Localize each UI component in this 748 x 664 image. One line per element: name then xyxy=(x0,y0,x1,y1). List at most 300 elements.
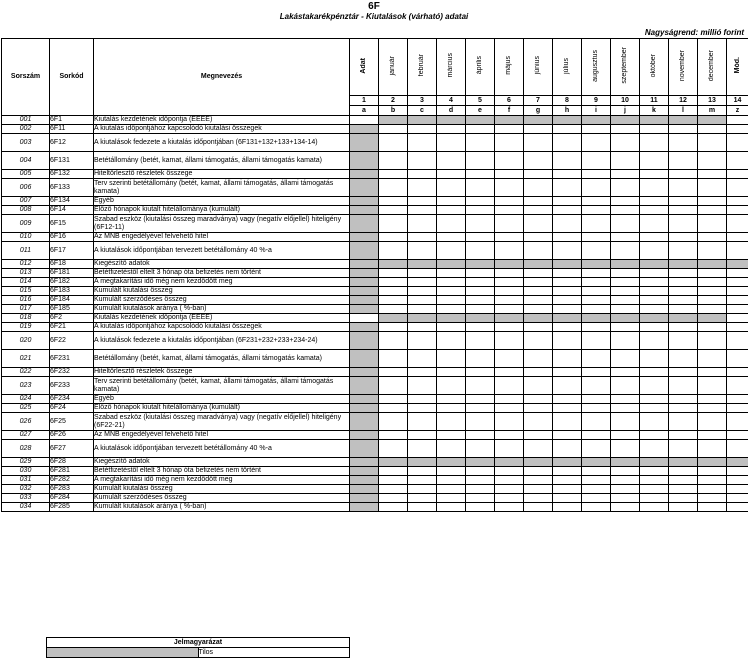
input-cell[interactable] xyxy=(582,278,611,287)
input-cell[interactable] xyxy=(727,233,748,242)
input-cell[interactable] xyxy=(408,152,437,170)
input-cell[interactable] xyxy=(437,305,466,314)
input-cell[interactable] xyxy=(727,503,748,512)
input-cell[interactable] xyxy=(553,467,582,476)
input-cell[interactable] xyxy=(553,170,582,179)
input-cell[interactable] xyxy=(524,323,553,332)
input-cell[interactable] xyxy=(408,485,437,494)
input-cell[interactable] xyxy=(466,467,495,476)
input-cell[interactable] xyxy=(466,476,495,485)
input-cell[interactable] xyxy=(524,404,553,413)
input-cell[interactable] xyxy=(727,215,748,233)
input-cell[interactable] xyxy=(698,287,727,296)
input-cell[interactable] xyxy=(524,206,553,215)
input-cell[interactable] xyxy=(669,242,698,260)
input-cell[interactable] xyxy=(408,503,437,512)
input-cell[interactable] xyxy=(669,278,698,287)
input-cell[interactable] xyxy=(524,197,553,206)
input-cell[interactable] xyxy=(495,206,524,215)
input-cell[interactable] xyxy=(524,494,553,503)
input-cell[interactable] xyxy=(379,278,408,287)
input-cell[interactable] xyxy=(727,404,748,413)
input-cell[interactable] xyxy=(698,323,727,332)
input-cell[interactable] xyxy=(437,350,466,368)
input-cell[interactable] xyxy=(611,431,640,440)
input-cell[interactable] xyxy=(379,494,408,503)
input-cell[interactable] xyxy=(611,125,640,134)
input-cell[interactable] xyxy=(408,197,437,206)
input-cell[interactable] xyxy=(640,395,669,404)
input-cell[interactable] xyxy=(698,476,727,485)
input-cell[interactable] xyxy=(698,125,727,134)
input-cell[interactable] xyxy=(611,350,640,368)
input-cell[interactable] xyxy=(669,323,698,332)
input-cell[interactable] xyxy=(582,494,611,503)
input-cell[interactable] xyxy=(698,440,727,458)
input-cell[interactable] xyxy=(437,485,466,494)
input-cell[interactable] xyxy=(408,125,437,134)
input-cell[interactable] xyxy=(698,152,727,170)
input-cell[interactable] xyxy=(727,134,748,152)
input-cell[interactable] xyxy=(437,278,466,287)
input-cell[interactable] xyxy=(611,233,640,242)
input-cell[interactable] xyxy=(495,431,524,440)
input-cell[interactable] xyxy=(611,179,640,197)
input-cell[interactable] xyxy=(582,269,611,278)
input-cell[interactable] xyxy=(582,323,611,332)
input-cell[interactable] xyxy=(669,332,698,350)
input-cell[interactable] xyxy=(495,332,524,350)
input-cell[interactable] xyxy=(582,485,611,494)
input-cell[interactable] xyxy=(495,305,524,314)
input-cell[interactable] xyxy=(408,206,437,215)
input-cell[interactable] xyxy=(669,350,698,368)
input-cell[interactable] xyxy=(669,404,698,413)
input-cell[interactable] xyxy=(437,467,466,476)
input-cell[interactable] xyxy=(408,413,437,431)
input-cell[interactable] xyxy=(669,485,698,494)
input-cell[interactable] xyxy=(698,494,727,503)
input-cell[interactable] xyxy=(408,233,437,242)
input-cell[interactable] xyxy=(437,179,466,197)
input-cell[interactable] xyxy=(669,152,698,170)
input-cell[interactable] xyxy=(640,179,669,197)
input-cell[interactable] xyxy=(524,305,553,314)
input-cell[interactable] xyxy=(669,395,698,404)
input-cell[interactable] xyxy=(727,350,748,368)
input-cell[interactable] xyxy=(437,413,466,431)
input-cell[interactable] xyxy=(437,323,466,332)
input-cell[interactable] xyxy=(524,503,553,512)
input-cell[interactable] xyxy=(437,233,466,242)
input-cell[interactable] xyxy=(379,287,408,296)
input-cell[interactable] xyxy=(466,152,495,170)
input-cell[interactable] xyxy=(408,242,437,260)
input-cell[interactable] xyxy=(379,296,408,305)
input-cell[interactable] xyxy=(466,323,495,332)
input-cell[interactable] xyxy=(408,269,437,278)
input-cell[interactable] xyxy=(553,323,582,332)
input-cell[interactable] xyxy=(553,233,582,242)
input-cell[interactable] xyxy=(727,116,748,125)
input-cell[interactable] xyxy=(669,215,698,233)
input-cell[interactable] xyxy=(437,206,466,215)
input-cell[interactable] xyxy=(698,395,727,404)
input-cell[interactable] xyxy=(640,269,669,278)
input-cell[interactable] xyxy=(466,395,495,404)
input-cell[interactable] xyxy=(611,332,640,350)
input-cell[interactable] xyxy=(698,332,727,350)
input-cell[interactable] xyxy=(611,395,640,404)
input-cell[interactable] xyxy=(698,296,727,305)
input-cell[interactable] xyxy=(582,377,611,395)
input-cell[interactable] xyxy=(640,485,669,494)
input-cell[interactable] xyxy=(553,413,582,431)
input-cell[interactable] xyxy=(727,278,748,287)
input-cell[interactable] xyxy=(379,323,408,332)
input-cell[interactable] xyxy=(437,197,466,206)
input-cell[interactable] xyxy=(408,377,437,395)
input-cell[interactable] xyxy=(698,368,727,377)
input-cell[interactable] xyxy=(553,215,582,233)
input-cell[interactable] xyxy=(640,323,669,332)
input-cell[interactable] xyxy=(698,467,727,476)
input-cell[interactable] xyxy=(466,332,495,350)
input-cell[interactable] xyxy=(466,494,495,503)
input-cell[interactable] xyxy=(553,242,582,260)
input-cell[interactable] xyxy=(495,368,524,377)
input-cell[interactable] xyxy=(495,440,524,458)
input-cell[interactable] xyxy=(437,503,466,512)
input-cell[interactable] xyxy=(611,413,640,431)
input-cell[interactable] xyxy=(640,377,669,395)
input-cell[interactable] xyxy=(408,440,437,458)
input-cell[interactable] xyxy=(727,494,748,503)
input-cell[interactable] xyxy=(408,170,437,179)
input-cell[interactable] xyxy=(698,242,727,260)
input-cell[interactable] xyxy=(698,206,727,215)
input-cell[interactable] xyxy=(669,206,698,215)
input-cell[interactable] xyxy=(640,476,669,485)
input-cell[interactable] xyxy=(553,431,582,440)
input-cell[interactable] xyxy=(437,215,466,233)
input-cell[interactable] xyxy=(640,152,669,170)
input-cell[interactable] xyxy=(611,296,640,305)
input-cell[interactable] xyxy=(466,215,495,233)
input-cell[interactable] xyxy=(379,332,408,350)
input-cell[interactable] xyxy=(379,503,408,512)
input-cell[interactable] xyxy=(640,503,669,512)
input-cell[interactable] xyxy=(408,404,437,413)
input-cell[interactable] xyxy=(495,170,524,179)
input-cell[interactable] xyxy=(553,269,582,278)
input-cell[interactable] xyxy=(379,269,408,278)
input-cell[interactable] xyxy=(524,170,553,179)
input-cell[interactable] xyxy=(727,179,748,197)
input-cell[interactable] xyxy=(495,404,524,413)
input-cell[interactable] xyxy=(727,485,748,494)
input-cell[interactable] xyxy=(669,377,698,395)
input-cell[interactable] xyxy=(698,305,727,314)
input-cell[interactable] xyxy=(437,395,466,404)
input-cell[interactable] xyxy=(437,242,466,260)
input-cell[interactable] xyxy=(466,197,495,206)
input-cell[interactable] xyxy=(698,197,727,206)
input-cell[interactable] xyxy=(582,233,611,242)
input-cell[interactable] xyxy=(611,305,640,314)
input-cell[interactable] xyxy=(582,134,611,152)
input-cell[interactable] xyxy=(495,350,524,368)
input-cell[interactable] xyxy=(553,503,582,512)
input-cell[interactable] xyxy=(524,431,553,440)
input-cell[interactable] xyxy=(379,215,408,233)
input-cell[interactable] xyxy=(466,134,495,152)
input-cell[interactable] xyxy=(466,413,495,431)
input-cell[interactable] xyxy=(669,233,698,242)
input-cell[interactable] xyxy=(640,233,669,242)
input-cell[interactable] xyxy=(582,296,611,305)
input-cell[interactable] xyxy=(582,305,611,314)
input-cell[interactable] xyxy=(379,431,408,440)
input-cell[interactable] xyxy=(582,404,611,413)
input-cell[interactable] xyxy=(669,197,698,206)
input-cell[interactable] xyxy=(698,350,727,368)
input-cell[interactable] xyxy=(553,287,582,296)
input-cell[interactable] xyxy=(582,197,611,206)
input-cell[interactable] xyxy=(466,269,495,278)
input-cell[interactable] xyxy=(524,125,553,134)
input-cell[interactable] xyxy=(408,179,437,197)
input-cell[interactable] xyxy=(582,368,611,377)
input-cell[interactable] xyxy=(727,206,748,215)
input-cell[interactable] xyxy=(698,413,727,431)
input-cell[interactable] xyxy=(466,125,495,134)
input-cell[interactable] xyxy=(698,134,727,152)
input-cell[interactable] xyxy=(379,134,408,152)
input-cell[interactable] xyxy=(669,170,698,179)
input-cell[interactable] xyxy=(553,332,582,350)
input-cell[interactable] xyxy=(466,305,495,314)
input-cell[interactable] xyxy=(611,323,640,332)
input-cell[interactable] xyxy=(582,215,611,233)
input-cell[interactable] xyxy=(495,278,524,287)
input-cell[interactable] xyxy=(553,440,582,458)
input-cell[interactable] xyxy=(524,233,553,242)
input-cell[interactable] xyxy=(611,494,640,503)
input-cell[interactable] xyxy=(698,278,727,287)
input-cell[interactable] xyxy=(727,431,748,440)
input-cell[interactable] xyxy=(466,170,495,179)
input-cell[interactable] xyxy=(379,368,408,377)
input-cell[interactable] xyxy=(727,125,748,134)
input-cell[interactable] xyxy=(408,323,437,332)
input-cell[interactable] xyxy=(466,440,495,458)
input-cell[interactable] xyxy=(437,170,466,179)
input-cell[interactable] xyxy=(524,368,553,377)
input-cell[interactable] xyxy=(727,314,748,323)
input-cell[interactable] xyxy=(553,476,582,485)
input-cell[interactable] xyxy=(640,134,669,152)
input-cell[interactable] xyxy=(611,377,640,395)
input-cell[interactable] xyxy=(727,413,748,431)
input-cell[interactable] xyxy=(408,332,437,350)
input-cell[interactable] xyxy=(495,476,524,485)
input-cell[interactable] xyxy=(640,404,669,413)
input-cell[interactable] xyxy=(437,440,466,458)
input-cell[interactable] xyxy=(437,287,466,296)
input-cell[interactable] xyxy=(611,467,640,476)
input-cell[interactable] xyxy=(727,170,748,179)
input-cell[interactable] xyxy=(727,395,748,404)
input-cell[interactable] xyxy=(524,413,553,431)
input-cell[interactable] xyxy=(524,134,553,152)
input-cell[interactable] xyxy=(379,440,408,458)
input-cell[interactable] xyxy=(640,278,669,287)
input-cell[interactable] xyxy=(379,467,408,476)
input-cell[interactable] xyxy=(611,278,640,287)
input-cell[interactable] xyxy=(495,269,524,278)
input-cell[interactable] xyxy=(727,242,748,260)
input-cell[interactable] xyxy=(379,350,408,368)
input-cell[interactable] xyxy=(408,368,437,377)
input-cell[interactable] xyxy=(640,215,669,233)
input-cell[interactable] xyxy=(524,179,553,197)
input-cell[interactable] xyxy=(698,269,727,278)
input-cell[interactable] xyxy=(466,278,495,287)
input-cell[interactable] xyxy=(640,440,669,458)
input-cell[interactable] xyxy=(408,296,437,305)
input-cell[interactable] xyxy=(466,206,495,215)
input-cell[interactable] xyxy=(408,395,437,404)
input-cell[interactable] xyxy=(553,305,582,314)
input-cell[interactable] xyxy=(727,323,748,332)
input-cell[interactable] xyxy=(669,125,698,134)
input-cell[interactable] xyxy=(379,413,408,431)
input-cell[interactable] xyxy=(379,485,408,494)
input-cell[interactable] xyxy=(553,377,582,395)
input-cell[interactable] xyxy=(437,125,466,134)
input-cell[interactable] xyxy=(524,350,553,368)
input-cell[interactable] xyxy=(698,179,727,197)
input-cell[interactable] xyxy=(553,485,582,494)
input-cell[interactable] xyxy=(495,395,524,404)
input-cell[interactable] xyxy=(553,125,582,134)
input-cell[interactable] xyxy=(669,134,698,152)
input-cell[interactable] xyxy=(495,287,524,296)
input-cell[interactable] xyxy=(379,179,408,197)
input-cell[interactable] xyxy=(437,269,466,278)
input-cell[interactable] xyxy=(466,431,495,440)
input-cell[interactable] xyxy=(379,242,408,260)
input-cell[interactable] xyxy=(379,125,408,134)
input-cell[interactable] xyxy=(727,440,748,458)
input-cell[interactable] xyxy=(379,305,408,314)
input-cell[interactable] xyxy=(437,494,466,503)
input-cell[interactable] xyxy=(553,404,582,413)
input-cell[interactable] xyxy=(582,125,611,134)
input-cell[interactable] xyxy=(727,197,748,206)
input-cell[interactable] xyxy=(553,206,582,215)
input-cell[interactable] xyxy=(611,170,640,179)
input-cell[interactable] xyxy=(466,377,495,395)
input-cell[interactable] xyxy=(582,503,611,512)
input-cell[interactable] xyxy=(379,206,408,215)
input-cell[interactable] xyxy=(466,233,495,242)
input-cell[interactable] xyxy=(611,152,640,170)
input-cell[interactable] xyxy=(495,467,524,476)
input-cell[interactable] xyxy=(408,476,437,485)
input-cell[interactable] xyxy=(553,278,582,287)
input-cell[interactable] xyxy=(611,134,640,152)
input-cell[interactable] xyxy=(611,476,640,485)
input-cell[interactable] xyxy=(466,485,495,494)
input-cell[interactable] xyxy=(437,152,466,170)
input-cell[interactable] xyxy=(524,242,553,260)
input-cell[interactable] xyxy=(495,125,524,134)
input-cell[interactable] xyxy=(582,287,611,296)
input-cell[interactable] xyxy=(408,305,437,314)
input-cell[interactable] xyxy=(582,332,611,350)
input-cell[interactable] xyxy=(669,179,698,197)
input-cell[interactable] xyxy=(669,503,698,512)
input-cell[interactable] xyxy=(611,503,640,512)
input-cell[interactable] xyxy=(524,476,553,485)
input-cell[interactable] xyxy=(495,134,524,152)
input-cell[interactable] xyxy=(640,431,669,440)
input-cell[interactable] xyxy=(582,395,611,404)
input-cell[interactable] xyxy=(466,242,495,260)
input-cell[interactable] xyxy=(611,368,640,377)
input-cell[interactable] xyxy=(524,287,553,296)
input-cell[interactable] xyxy=(379,404,408,413)
input-cell[interactable] xyxy=(408,431,437,440)
input-cell[interactable] xyxy=(582,467,611,476)
input-cell[interactable] xyxy=(437,404,466,413)
input-cell[interactable] xyxy=(495,215,524,233)
input-cell[interactable] xyxy=(350,116,379,125)
input-cell[interactable] xyxy=(437,134,466,152)
input-cell[interactable] xyxy=(437,368,466,377)
input-cell[interactable] xyxy=(640,467,669,476)
input-cell[interactable] xyxy=(611,485,640,494)
input-cell[interactable] xyxy=(698,485,727,494)
input-cell[interactable] xyxy=(524,215,553,233)
input-cell[interactable] xyxy=(640,494,669,503)
input-cell[interactable] xyxy=(640,305,669,314)
input-cell[interactable] xyxy=(698,503,727,512)
input-cell[interactable] xyxy=(553,296,582,305)
input-cell[interactable] xyxy=(553,197,582,206)
input-cell[interactable] xyxy=(669,413,698,431)
input-cell[interactable] xyxy=(698,170,727,179)
input-cell[interactable] xyxy=(553,395,582,404)
input-cell[interactable] xyxy=(553,134,582,152)
input-cell[interactable] xyxy=(640,413,669,431)
input-cell[interactable] xyxy=(495,179,524,197)
input-cell[interactable] xyxy=(437,332,466,350)
input-cell[interactable] xyxy=(553,152,582,170)
input-cell[interactable] xyxy=(495,233,524,242)
input-cell[interactable] xyxy=(669,467,698,476)
input-cell[interactable] xyxy=(379,377,408,395)
input-cell[interactable] xyxy=(379,233,408,242)
input-cell[interactable] xyxy=(524,467,553,476)
input-cell[interactable] xyxy=(524,485,553,494)
input-cell[interactable] xyxy=(524,332,553,350)
input-cell[interactable] xyxy=(466,503,495,512)
input-cell[interactable] xyxy=(582,179,611,197)
input-cell[interactable] xyxy=(437,476,466,485)
